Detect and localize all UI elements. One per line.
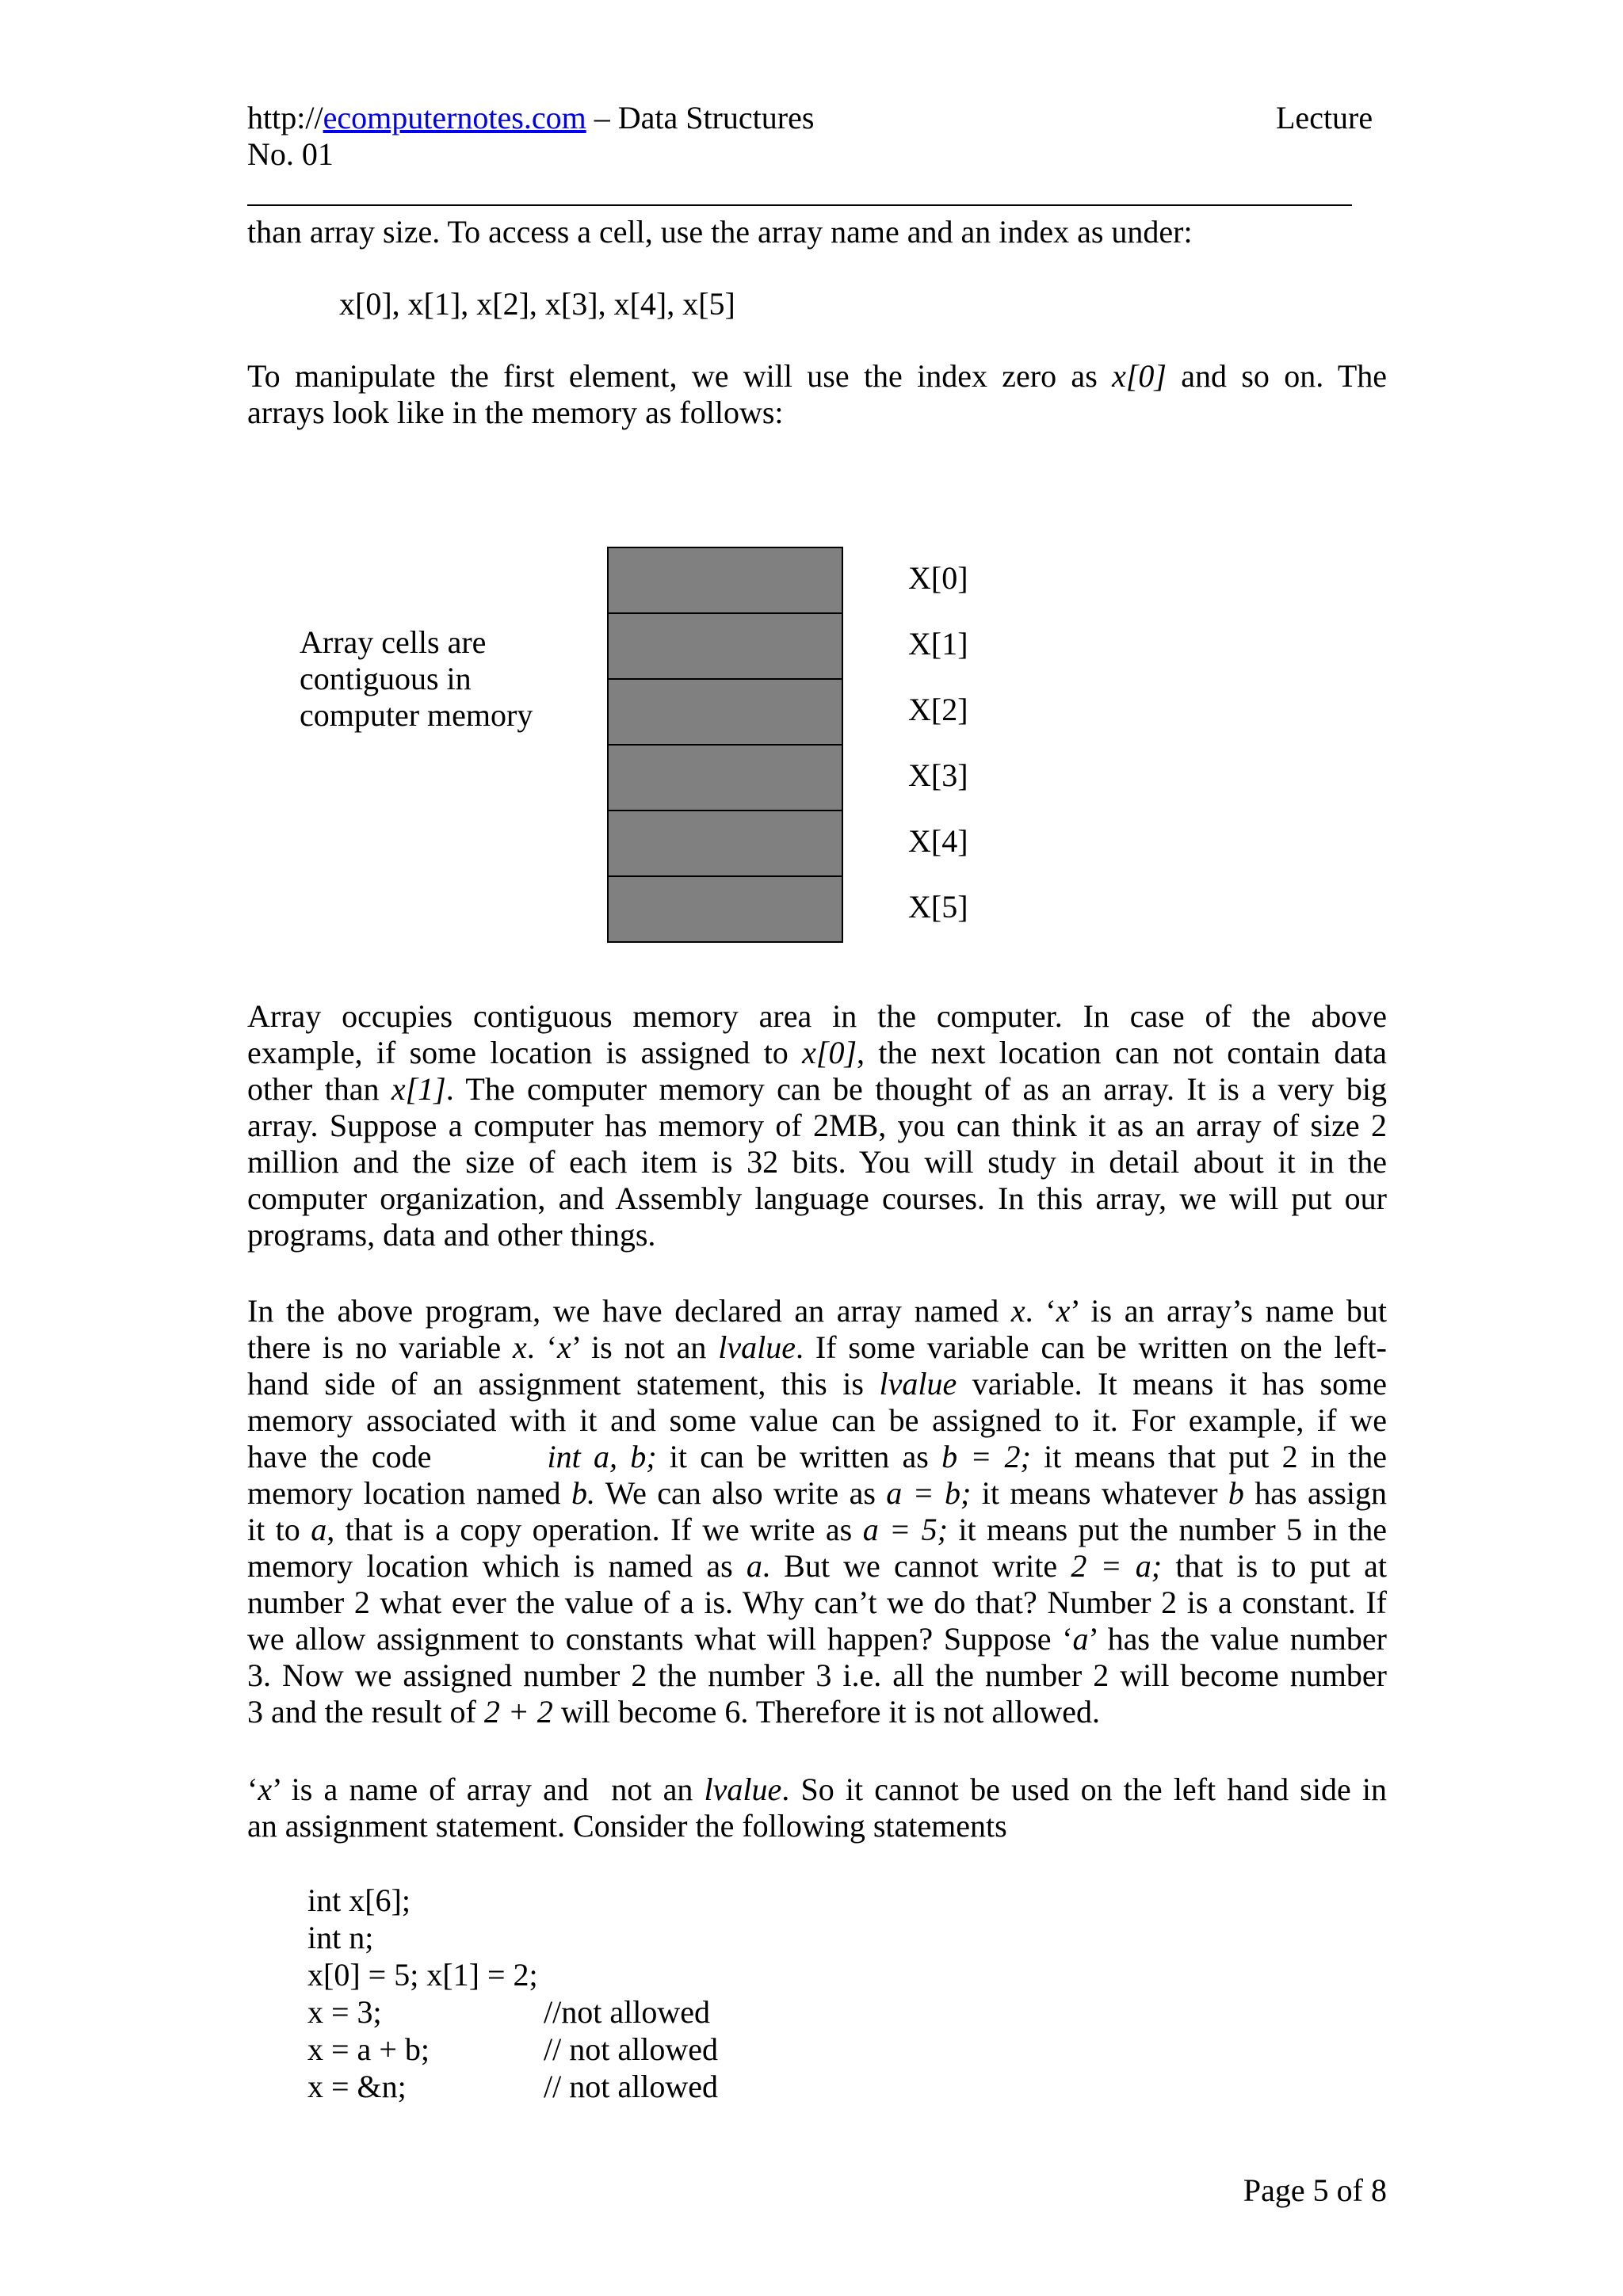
text-line: memory location which is named as a. But we cannot write 2 = a; that is to put at <box>247 1548 1387 1584</box>
code-comment: // not allowed <box>544 2069 718 2104</box>
text-line: programs, data and other things. <box>247 1217 656 1253</box>
manipulate-paragraph: To manipulate the first element, we will use the index zero as x[0] and so on. The arrays look like in the memory as follows: <box>247 358 1387 430</box>
lecture-label: Lecture <box>1276 100 1373 135</box>
code-line <box>307 1957 718 1994</box>
text-line: Array occupies contiguous memory area in the computer. In case of the above <box>247 998 1387 1034</box>
text-line: 3. Now we assigned number 2 the number 3 i.e. all the number 2 will become number <box>247 1657 1387 1693</box>
cell-label: X[2] <box>908 692 968 727</box>
text-line: number 2 what ever the value of a is. Why can’t we do that? Number 2 is a constant. If <box>247 1585 1387 1620</box>
text-line: memory associated with it and some value can be assigned to it. For example, if we <box>247 1402 1387 1438</box>
text-line: it to a, that is a copy operation. If we write as a = 5; it means put the number 5 in the <box>247 1512 1388 1547</box>
code-statement: x = a + b; <box>307 2031 430 2067</box>
page-header <box>247 100 1040 173</box>
text-line: we allow assignment to constants what will happen? Suppose ‘a’ has the value number <box>247 1621 1387 1657</box>
code-line <box>307 1882 718 1920</box>
code-statement: x = 3; <box>307 1994 382 2030</box>
text-line: other than x[1]. The computer memory can be thought of as an array. It is a very big <box>247 1071 1388 1107</box>
code-line <box>307 1920 718 1957</box>
paragraph-contiguous-memory <box>247 998 1387 1253</box>
code-statement: x[0] = 5; x[1] = 2; <box>307 1957 538 1993</box>
text-line: million and the size of each item is 32 bits. You will study in detail about it in the <box>247 1144 1387 1180</box>
paragraph-array-name <box>247 1772 1387 1844</box>
text-line: array. Suppose a computer has memory of 2MB, you can think it as an array of size 2 <box>247 1108 1387 1143</box>
code-statement: x = &n; <box>307 2069 407 2104</box>
code-line <box>307 1994 718 2031</box>
site-link[interactable]: ecomputernotes.com <box>323 100 586 135</box>
lecture-number: No. 01 <box>247 136 334 172</box>
text-line: 3 and the result of 2 + 2 will become 6. Therefore it is not allowed. <box>247 1694 1100 1730</box>
header-url-prefix: http:// <box>247 100 323 135</box>
header-course-title: – Data Structures <box>586 100 815 135</box>
header-title-line <box>247 100 1040 136</box>
text-line: there is no variable x. ‘x’ is not an lvalue. If some variable can be written on the left- <box>247 1329 1387 1365</box>
memory-cell <box>609 877 842 941</box>
header-divider <box>247 204 1352 206</box>
memory-array-diagram <box>607 547 843 943</box>
text-line: example, if some location is assigned to x[0], the next location can not contain data <box>247 1035 1388 1070</box>
text-line: computer organization, and Assembly language courses. In this array, we will put our <box>247 1180 1387 1216</box>
code-line <box>307 2031 718 2069</box>
intro-text: than array size. To access a cell, use the array name and an index as under: <box>247 214 1193 250</box>
code-statement: int x[6]; <box>307 1882 411 1918</box>
code-block <box>307 1882 718 2106</box>
memory-cell <box>609 614 842 680</box>
text-line: hand side of an assignment statement, this is lvalue variable. It means it has some <box>247 1366 1387 1402</box>
code-comment: // not allowed <box>544 2031 718 2067</box>
cell-label: X[0] <box>908 560 968 596</box>
text-line: ‘x’ is a name of array and not an lvalue. So it cannot be used on the left hand side in <box>247 1772 1387 1807</box>
code-statement: int n; <box>307 1920 374 1955</box>
text-line: memory location named b. We can also write as a = b; it means whatever b has assign <box>247 1475 1388 1511</box>
cell-label: X[3] <box>908 757 968 793</box>
memory-cell <box>609 746 842 811</box>
memory-cell <box>609 548 842 614</box>
text-line: In the above program, we have declared an array named x. ‘x’ is an array’s name but <box>247 1293 1387 1329</box>
code-line <box>307 2069 718 2106</box>
cell-label: X[1] <box>908 626 968 662</box>
diagram-side-label: Array cells are contiguous in computer memory <box>300 624 533 733</box>
index-example: x[0], x[1], x[2], x[3], x[4], x[5] <box>339 286 735 322</box>
memory-cell <box>609 680 842 746</box>
page-number: Page 5 of 8 <box>1243 2172 1387 2208</box>
code-comment: //not allowed <box>544 1994 710 2030</box>
cell-label: X[4] <box>908 823 968 859</box>
cell-label: X[5] <box>908 889 968 925</box>
text-line: an assignment statement. Consider the following statements <box>247 1808 1007 1844</box>
text-line: have the code int a, b; it can be written as b = 2; it means that put 2 in the <box>247 1439 1388 1474</box>
paragraph-lvalue <box>247 1293 1387 1730</box>
memory-cell <box>609 811 842 877</box>
